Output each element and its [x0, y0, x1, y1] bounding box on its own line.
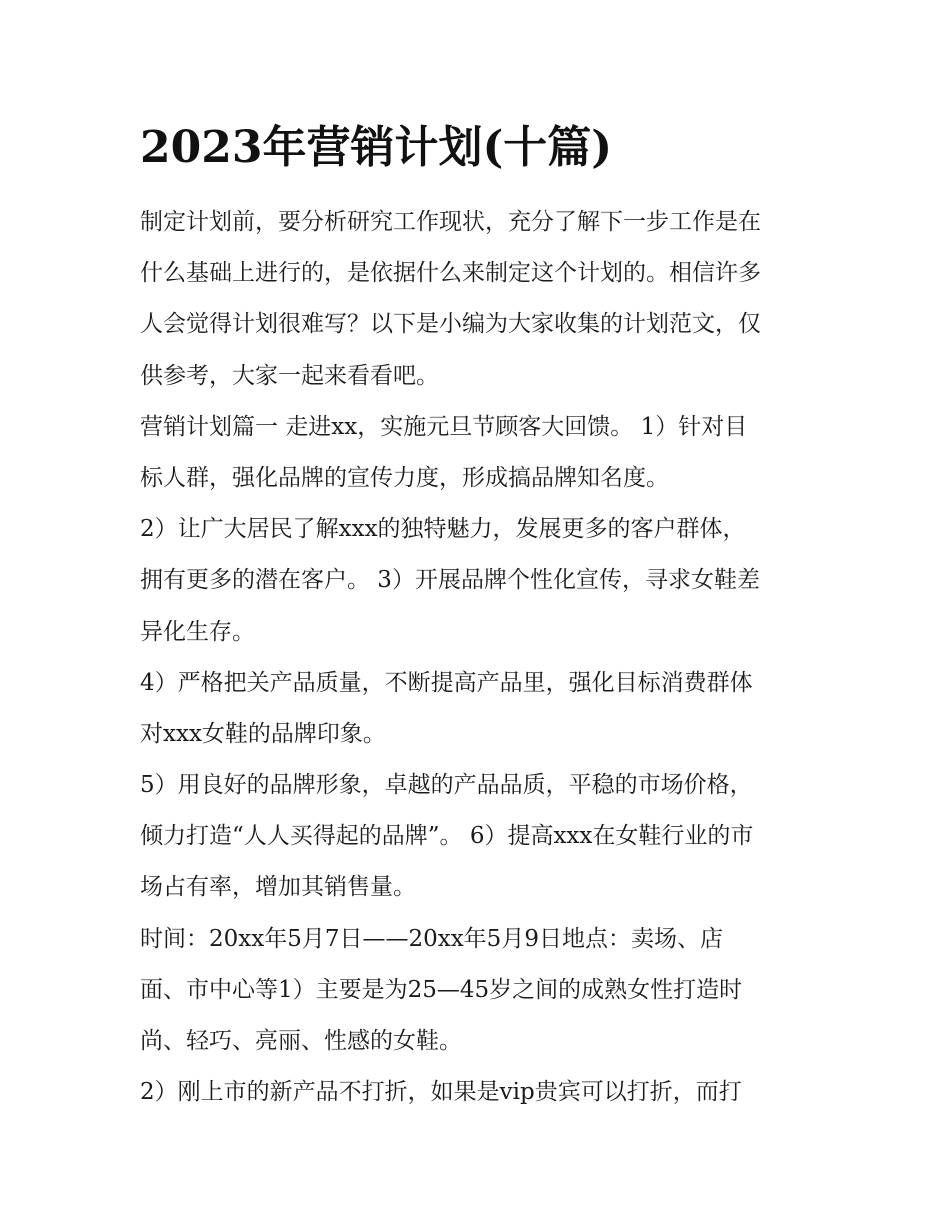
body-line: 5）用良好的品牌形象，卓越的产品品质，平稳的市场价格， [140, 772, 753, 799]
body-line: 场占有率，增加其销售量。 [140, 874, 416, 901]
body-line: 时间：20xx年5月7日——20xx年5月9日地点：卖场、店 [140, 925, 723, 952]
body-line: 对xxx女鞋的品牌印象。 [140, 720, 386, 747]
body-line: 标人群，强化品牌的宣传力度，形成搞品牌知名度。 [140, 464, 669, 491]
body-line: 尚、轻巧、亮丽、性感的女鞋。 [140, 1028, 462, 1054]
body-line: 倾力打造“人人买得起的品牌”。 6）提高xxx在女鞋行业的市 [140, 823, 754, 850]
body-line: 制定计划前，要分析研究工作现状，充分了解下一步工作是在 [140, 209, 761, 235]
body-line: 营销计划篇一 走进xx，实施元旦节顾客大回馈。 1）针对目 [140, 413, 748, 440]
body-line: 拥有更多的潜在客户。 3）开展品牌个性化宣传，寻求女鞋差 [140, 567, 760, 594]
body-line: 2）让广大居民了解xxx的独特魅力，发展更多的客户群体， [140, 516, 746, 543]
body-line: 2）刚上市的新产品不打折，如果是vip贵宾可以打折，而打 [140, 1079, 742, 1106]
body-line: 面、市中心等1）主要是为25—45岁之间的成熟女性打造时 [140, 976, 743, 1003]
body-line: 供参考，大家一起来看看吧。 [140, 362, 439, 389]
body-line: 什么基础上进行的，是依据什么来制定这个计划的。相信许多 [140, 260, 761, 287]
document-title: 2023年营销计划(十篇) [140, 122, 613, 173]
body-line: 4）严格把关产品质量，不断提高产品里，强化目标消费群体 [140, 669, 753, 696]
body-line: 异化生存。 [140, 618, 255, 645]
document-body [140, 197, 820, 1118]
body-line: 人会觉得计划很难写？以下是小编为大家收集的计划范文，仅 [140, 311, 761, 338]
